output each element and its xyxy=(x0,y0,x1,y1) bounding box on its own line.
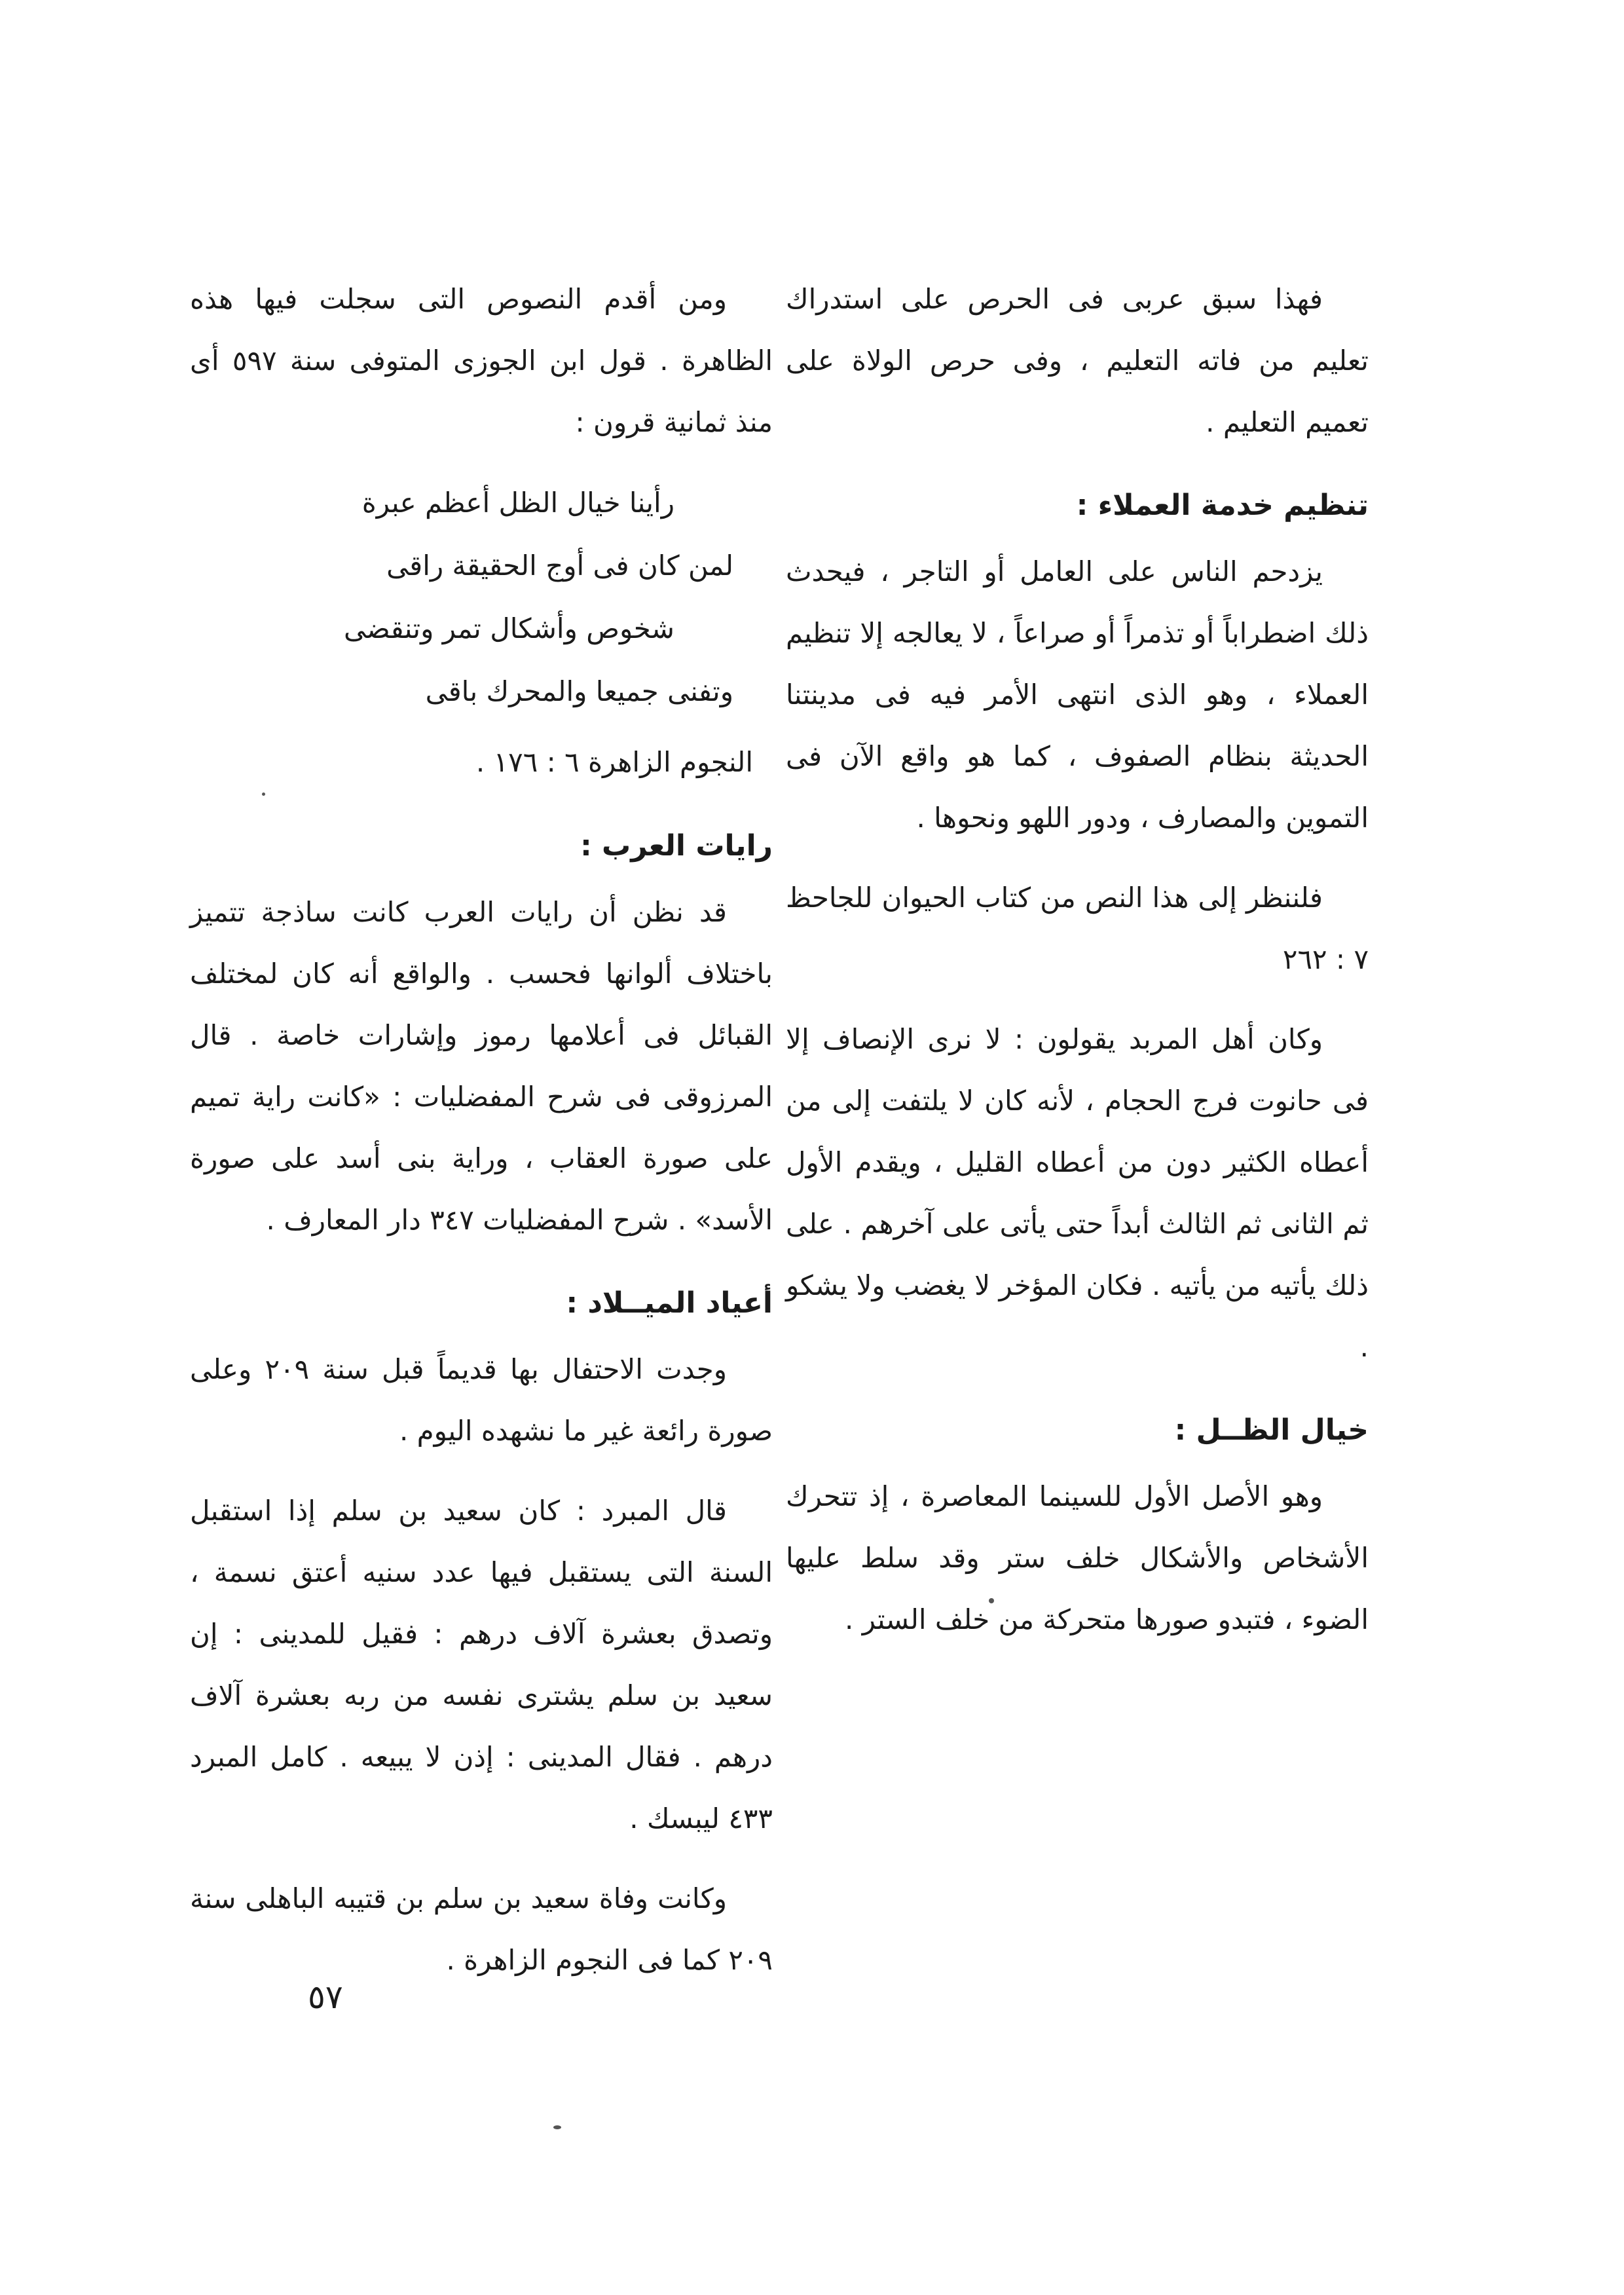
page-number: ٥٧ xyxy=(308,1978,343,2016)
paragraph-queues: يزدحم الناس على العامل أو التاجر ، فيحدث ذلك اضطراباً أو تذمراً أو صراعاً ، لا يعالجه إلا تنظيم العملاء ، وهو الذى انتهى الأمر فيه فى مدينتنا الحديثة بنظام الصفوف ، كما هو واقع الآن فى التموين والمصارف ، ودور اللهو ونحوها . xyxy=(786,555,1369,834)
paragraph-death-of-said: وكانت وفاة سعيد بن سلم بن قتيبه الباهلى سنة ٢٠٩ كما فى النجوم الزاهرة . xyxy=(190,1882,773,1976)
paragraph-education: فهذا سبق عربى فى الحرص على استدراك تعليم من فاته التعليم ، وفى حرص الولاة على تعميم التعليم . xyxy=(786,283,1369,438)
poem xyxy=(190,472,773,723)
scan-speck xyxy=(553,2125,561,2129)
poem-verse: وتفنى جميعا والمحرك باقى xyxy=(425,675,733,707)
heading-customer-service: تنظيم خدمة العملاء : xyxy=(1076,489,1369,522)
paragraph-mirbad-barber: وكان أهل المربد يقولون : لا نرى الإنصاف إلا فى حانوت فرج الحجام ، لأنه كان لا يلتفت إلى من أعطاه الكثير دون من أعطاه القليل ، ويقدم الأول ثم الثانى ثم الثالث أبداً حتى يأتى على آخرهم . على ذلك يأتيه من يأتيه . فكان المؤخر لا يغضب ولا يشكو . xyxy=(786,1023,1369,1363)
heading-arab-banners: رايات العرب : xyxy=(580,829,773,863)
heading-shadow-play: خيال الظــل : xyxy=(1174,1413,1369,1447)
paragraph-mubarrad-quote: قال المبرد : كان سعيد بن سلم إذا استقبل السنة التى يستقبل فيها عدد سنيه أعتق نسمة ، وتصدق بعشرة آلاف درهم : فقيل للمدينى : إن سعيد بن سلم يشترى نفسه من ربه بعشرة آلاف درهم . فقال المدينى : إذن لا يبيعه . كامل المبرد ٤٣٣ ليبسك . xyxy=(190,1495,773,1835)
paragraph-shadow-play: وهو الأصل الأول للسينما المعاصرة ، إذ تتحرك الأشخاص والأشكال خلف ستر وقد سلط عليها الضوء ، فتبدو صورها متحركة من خلف الستر . xyxy=(786,1480,1369,1635)
poem-verse: رأينا خيال الظل أعظم عبرة xyxy=(361,487,674,519)
paragraph-arab-banners: قد نظن أن رايات العرب كانت ساذجة تتميز باختلاف ألوانها فحسب . والواقع أنه كان لمختلف القبائل فى أعلامها رموز وإشارات خاصة . قال المرزوقى فى شرح المفضليات : «كانت راية تميم على صورة العقاب ، وراية بنى أسد على صورة الأسد» . شرح المفضليات ٣٤٧ دار المعارف . xyxy=(190,896,773,1236)
poem-citation: النجوم الزاهرة ٦ : ١٧٦ . xyxy=(475,746,753,778)
paragraph-jahiz-reference: فلننظر إلى هذا النص من كتاب الحيوان للجاحظ ٧ : ٢٦٢ xyxy=(786,882,1369,975)
poem-verse: شخوص وأشكال تمر وتنقضى xyxy=(344,612,674,644)
scan-speck xyxy=(989,1598,994,1603)
heading-birthdays: أعياد الميــلاد : xyxy=(566,1286,773,1320)
paragraph-birthday-celebration: وجدت الاحتفال بها قديماً قبل سنة ٢٠٩ وعلى صورة رائعة غير ما نشهده اليوم . xyxy=(190,1353,773,1447)
right-column xyxy=(786,269,1369,1669)
left-column xyxy=(190,269,773,2009)
poem-verse: لمن كان فى أوج الحقيقة راقى xyxy=(386,550,733,582)
paragraph-ibn-jawzi: ومن أقدم النصوص التى سجلت فيها هذه الظاهرة . قول ابن الجوزى المتوفى سنة ٥٩٧ أى منذ ثمانية قرون : xyxy=(190,283,773,438)
scan-speck xyxy=(262,793,265,796)
